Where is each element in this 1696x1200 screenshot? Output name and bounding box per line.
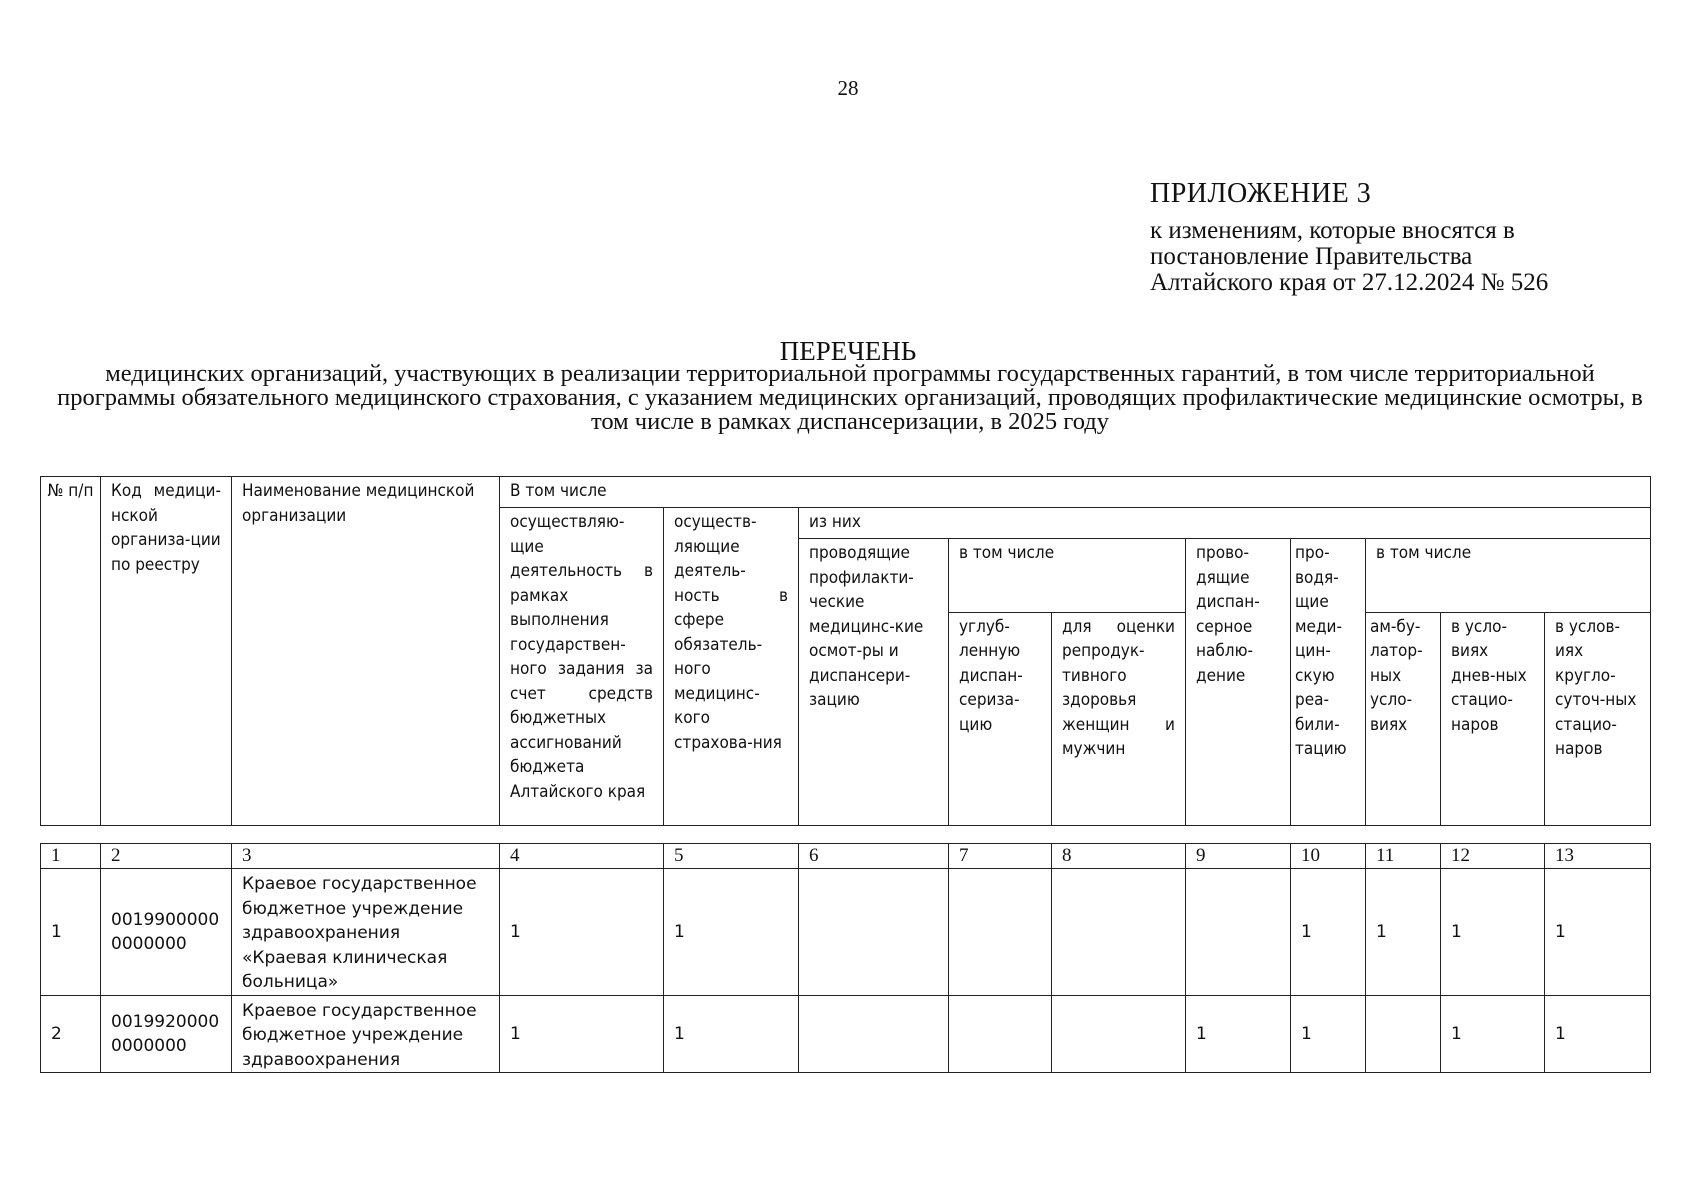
page-number: 28	[837, 76, 859, 100]
header-repro-health: для оценки репродук-тивного здоровья женщин и мужчин	[1052, 612, 1186, 826]
document-title: ПЕРЕЧЕНЬ	[779, 336, 917, 366]
column-number: 8	[1052, 844, 1186, 869]
header-deep-disp: углуб-ленную диспан-сериза-цию	[949, 612, 1052, 826]
header-including-b: в том числе	[1366, 539, 1651, 613]
header-ambulatory: ам-бу-латор-ных усло-виях	[1366, 612, 1441, 826]
row-cell: 1	[500, 869, 664, 996]
row-name: Краевое государственное бюджетное учреждение здравоохранения	[232, 995, 500, 1073]
row-cell	[1366, 995, 1441, 1073]
row-cell	[1052, 995, 1186, 1073]
column-number: 9	[1186, 844, 1291, 869]
appendix-subtitle: к изменениям, которые вносятся в постановление Правительства Алтайского края от 27.12.2024 № 526	[1150, 217, 1549, 296]
column-number: 13	[1545, 844, 1651, 869]
column-number: 10	[1291, 844, 1366, 869]
column-number: 11	[1366, 844, 1441, 869]
row-cell: 1	[1291, 995, 1366, 1073]
header-round-hospital: в услов-иях кругло-суточ-ных стацио-наров	[1545, 612, 1651, 826]
table-body	[40, 843, 1651, 1073]
row-cell: 1	[500, 995, 664, 1073]
row-cell	[1052, 869, 1186, 996]
row-cell: 1	[1545, 869, 1651, 996]
row-cell	[799, 995, 949, 1073]
table-row	[41, 995, 1651, 1073]
row-cell	[1186, 869, 1291, 996]
header-prof-exams: проводящие профилакти-ческие медицинс-кие осмот-ры и диспансери-зацию	[799, 539, 949, 826]
header-state-task: осуществляю-щие деятельность в рамках выполнения государствен-ного задания за счет средств бюджетных ассигнований бюджета Алтайского края	[500, 508, 664, 826]
row-cell	[949, 869, 1052, 996]
column-number: 3	[232, 844, 500, 869]
header-including-a: в том числе	[949, 539, 1186, 613]
row-cell: 1	[664, 869, 799, 996]
column-number: 6	[799, 844, 949, 869]
column-number: 2	[101, 844, 232, 869]
row-cell: 1	[1291, 869, 1366, 996]
row-code: 0019900000 0000000	[101, 869, 232, 996]
row-cell: 1	[1186, 995, 1291, 1073]
header-name: Наименование медицинской организации	[232, 477, 500, 826]
row-cell: 1	[664, 995, 799, 1073]
column-number: 4	[500, 844, 664, 869]
row-cell: 1	[1441, 869, 1545, 996]
column-numbers-row	[41, 844, 1651, 869]
table-row	[41, 869, 1651, 996]
column-number: 5	[664, 844, 799, 869]
table-header	[40, 476, 1651, 826]
header-day-hospital: в усло-виях днев-ных стацио-наров	[1441, 612, 1545, 826]
row-num: 1	[41, 869, 101, 996]
header-oms: осуществ-ляющие деятель-ность в сфере обязатель-ного медицинс-кого страхова-ния	[664, 508, 799, 826]
header-including: В том числе	[500, 477, 1651, 508]
row-cell: 1	[1441, 995, 1545, 1073]
row-cell: 1	[1366, 869, 1441, 996]
column-number: 7	[949, 844, 1052, 869]
row-cell	[799, 869, 949, 996]
header-rehabilitation: про-водя-щие меди-цин-скую реа-били-тацию	[1291, 539, 1366, 826]
row-name: Краевое государственное бюджетное учреждение здравоохранения «Краевая клиническая больница»	[232, 869, 500, 996]
row-num: 2	[41, 995, 101, 1073]
header-of-them: из них	[799, 508, 1651, 539]
appendix-title: ПРИЛОЖЕНИЕ 3	[1150, 178, 1372, 209]
header-num: № п/п	[41, 477, 101, 826]
header-code: Код медици-нской организа-ции по реестру	[101, 477, 232, 826]
header-disp-observation: прово-дящие диспан-серное наблю-дение	[1186, 539, 1291, 826]
column-number: 12	[1441, 844, 1545, 869]
row-cell	[949, 995, 1052, 1073]
document-subtitle: медицинских организаций, участвующих в реализации территориальной программы государственных гарантий, в том числе территориальной программы обязательного медицинского страхования, с указанием медицинских организаций, проводящих профилактические медицинские осмотры, в том числе в рамках диспансеризации, в 2025 году	[57, 360, 1643, 435]
column-number: 1	[41, 844, 101, 869]
row-code: 0019920000 0000000	[101, 995, 232, 1073]
row-cell: 1	[1545, 995, 1651, 1073]
